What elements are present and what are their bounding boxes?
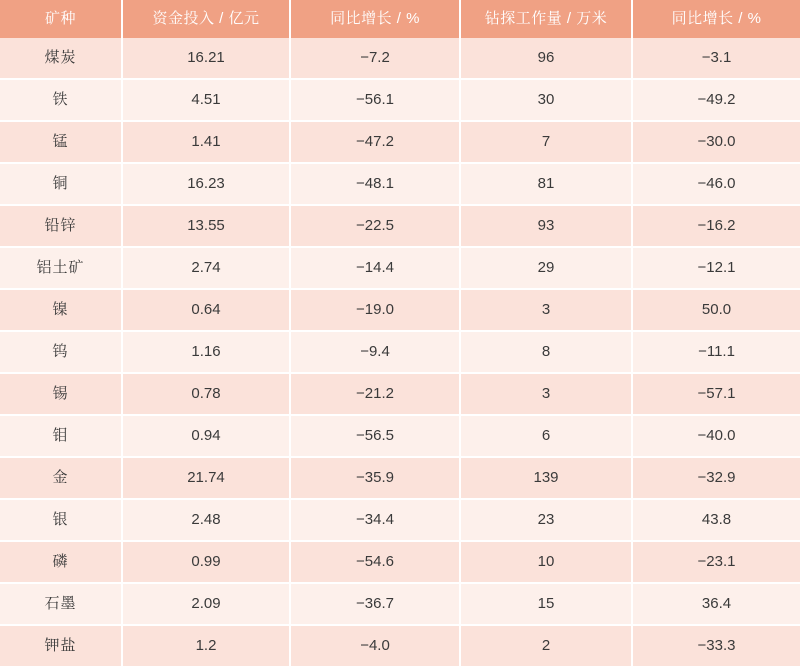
cell-investment-growth: −34.4: [290, 499, 460, 541]
cell-investment: 2.09: [122, 583, 290, 625]
cell-drilling-growth: −49.2: [632, 79, 800, 121]
cell-investment: 0.64: [122, 289, 290, 331]
cell-mineral: 磷: [0, 541, 122, 583]
cell-investment-growth: −7.2: [290, 38, 460, 79]
cell-mineral: 煤炭: [0, 38, 122, 79]
cell-investment-growth: −56.5: [290, 415, 460, 457]
cell-drilling-growth: −33.3: [632, 625, 800, 667]
cell-mineral: 锡: [0, 373, 122, 415]
cell-investment: 1.41: [122, 121, 290, 163]
cell-investment: 4.51: [122, 79, 290, 121]
cell-drilling-growth: −32.9: [632, 457, 800, 499]
cell-mineral: 铜: [0, 163, 122, 205]
cell-mineral: 钨: [0, 331, 122, 373]
cell-drilling-growth: −40.0: [632, 415, 800, 457]
cell-investment-growth: −14.4: [290, 247, 460, 289]
table-row: [0, 79, 800, 121]
cell-mineral: 银: [0, 499, 122, 541]
cell-drilling-growth: −30.0: [632, 121, 800, 163]
table-row: [0, 121, 800, 163]
cell-investment-growth: −21.2: [290, 373, 460, 415]
cell-investment: 0.94: [122, 415, 290, 457]
cell-investment: 13.55: [122, 205, 290, 247]
cell-investment-growth: −35.9: [290, 457, 460, 499]
cell-mineral: 石墨: [0, 583, 122, 625]
cell-investment-growth: −54.6: [290, 541, 460, 583]
cell-investment-growth: −48.1: [290, 163, 460, 205]
cell-drilling: 7: [460, 121, 632, 163]
cell-drilling: 6: [460, 415, 632, 457]
cell-drilling: 8: [460, 331, 632, 373]
cell-drilling-growth: 43.8: [632, 499, 800, 541]
cell-drilling: 3: [460, 289, 632, 331]
table-row: [0, 415, 800, 457]
table-row: [0, 625, 800, 667]
cell-drilling-growth: −57.1: [632, 373, 800, 415]
cell-drilling-growth: −46.0: [632, 163, 800, 205]
cell-mineral: 锰: [0, 121, 122, 163]
cell-drilling: 96: [460, 38, 632, 79]
cell-drilling: 93: [460, 205, 632, 247]
cell-mineral: 钼: [0, 415, 122, 457]
table-row: [0, 38, 800, 79]
cell-mineral: 铅锌: [0, 205, 122, 247]
cell-investment: 0.78: [122, 373, 290, 415]
cell-drilling-growth: −16.2: [632, 205, 800, 247]
table-row: [0, 583, 800, 625]
cell-drilling-growth: −23.1: [632, 541, 800, 583]
cell-mineral: 钾盐: [0, 625, 122, 667]
cell-investment: 2.48: [122, 499, 290, 541]
cell-drilling-growth: −11.1: [632, 331, 800, 373]
cell-drilling: 30: [460, 79, 632, 121]
table-row: [0, 289, 800, 331]
cell-investment: 21.74: [122, 457, 290, 499]
cell-investment: 1.2: [122, 625, 290, 667]
cell-investment: 16.23: [122, 163, 290, 205]
cell-drilling: 81: [460, 163, 632, 205]
cell-drilling: 2: [460, 625, 632, 667]
cell-drilling: 23: [460, 499, 632, 541]
cell-mineral: 铝土矿: [0, 247, 122, 289]
table-row: [0, 457, 800, 499]
cell-drilling-growth: −12.1: [632, 247, 800, 289]
cell-investment: 1.16: [122, 331, 290, 373]
table-row: [0, 163, 800, 205]
cell-drilling: 139: [460, 457, 632, 499]
cell-investment-growth: −56.1: [290, 79, 460, 121]
cell-drilling: 15: [460, 583, 632, 625]
table-row: [0, 205, 800, 247]
cell-investment-growth: −19.0: [290, 289, 460, 331]
table-row: [0, 499, 800, 541]
cell-drilling-growth: −3.1: [632, 38, 800, 79]
cell-investment: 16.21: [122, 38, 290, 79]
cell-drilling-growth: 50.0: [632, 289, 800, 331]
cell-mineral: 铁: [0, 79, 122, 121]
cell-drilling: 10: [460, 541, 632, 583]
cell-investment-growth: −47.2: [290, 121, 460, 163]
table-row: [0, 541, 800, 583]
table-row: [0, 331, 800, 373]
column-header-investment-growth: 同比增长 / %: [290, 0, 460, 38]
column-header-investment: 资金投入 / 亿元: [122, 0, 290, 38]
table-body: [0, 38, 800, 667]
column-header-mineral: 矿种: [0, 0, 122, 38]
cell-investment: 2.74: [122, 247, 290, 289]
table-header-row: [0, 0, 800, 38]
cell-mineral: 镍: [0, 289, 122, 331]
table-header: [0, 0, 800, 38]
cell-drilling: 3: [460, 373, 632, 415]
cell-investment: 0.99: [122, 541, 290, 583]
table-row: [0, 373, 800, 415]
cell-investment-growth: −36.7: [290, 583, 460, 625]
column-header-drilling: 钻探工作量 / 万米: [460, 0, 632, 38]
cell-investment-growth: −9.4: [290, 331, 460, 373]
cell-investment-growth: −22.5: [290, 205, 460, 247]
cell-drilling: 29: [460, 247, 632, 289]
cell-investment-growth: −4.0: [290, 625, 460, 667]
table-row: [0, 247, 800, 289]
column-header-drilling-growth: 同比增长 / %: [632, 0, 800, 38]
cell-drilling-growth: 36.4: [632, 583, 800, 625]
cell-mineral: 金: [0, 457, 122, 499]
